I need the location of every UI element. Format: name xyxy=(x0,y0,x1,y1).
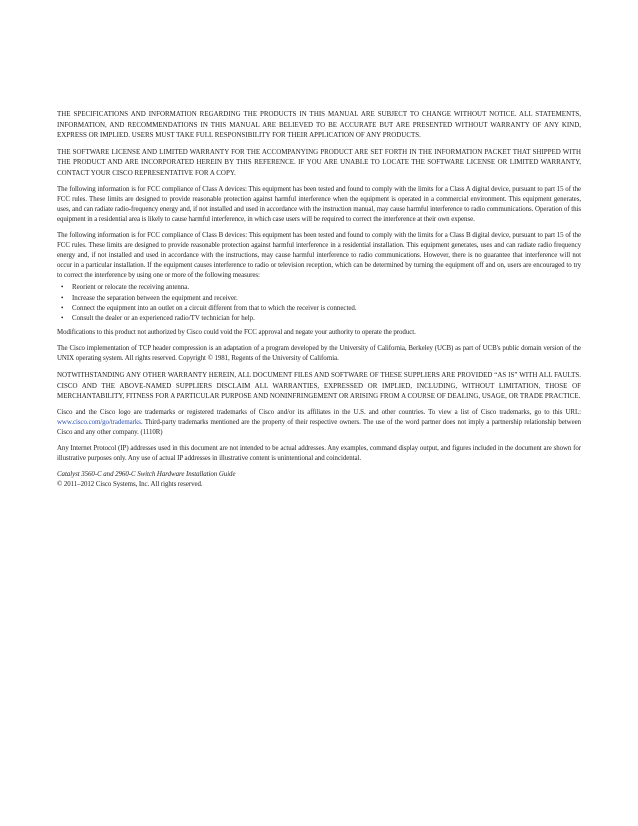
fcc-class-b-notice: The following information is for FCC compliance of Class B devices: This equipment has been tested and found to comply with the limits for a Class B digital device, pursuant to part 15 of the FCC rules. These limits are designed to provide reasonable protection against harmful interference in a residential installation. This equipment generates, uses and can radiate radio frequency energy and, if not installed and used in accordance with the instructions, may cause harmful interference to radio communications. However, there is no guarantee that interference will not occur in a particular installation. If the equipment causes interference to radio or television reception, which can be determined by turning the equipment off and on, users are encouraged to try to correct the interference by using one or more of the following measures: xyxy=(57,231,581,280)
list-item: • Consult the dealer or an experienced radio/TV technician for help. xyxy=(59,314,581,324)
trademarks-link[interactable]: www.cisco.com/go/trademarks xyxy=(57,418,141,426)
warranty-disclaimer: NOTWITHSTANDING ANY OTHER WARRANTY HEREIN, ALL DOCUMENT FILES AND SOFTWARE OF THESE SUPPLIERS ARE PROVIDED “AS IS” WITH ALL FAULTS. CISCO AND THE ABOVE-NAMED SUPPLIERS DISCLAIM ALL WARRANTIES, EXPRESSED OR IMPLIED, INCLUDING, WITHOUT LIMITATION, THOSE OF MERCHANTABILITY, FITNESS FOR A PARTICULAR PURPOSE AND NONINFRINGEMENT OR ARISING FROM A COURSE OF DEALING, USAGE, OR TRADE PRACTICE. xyxy=(57,371,581,401)
copyright-notice: © 2011–2012 Cisco Systems, Inc. All rights reserved. xyxy=(57,481,203,489)
list-item: • Connect the equipment into an outlet on a circuit different from that to which the receiver is connected. xyxy=(59,304,581,314)
trademarks-text-end: . Third-party trademarks mentioned are the property of their respective owners. The use of the word partner does not imply a partnership relationship between Cisco and any other company. (1110R) xyxy=(57,418,581,437)
ip-addresses-notice: Any Internet Protocol (IP) addresses used in this document are not intended to be actual addresses. Any examples, command display output, and figures included in the document are shown for illustrative purposes only. Any use of actual IP addresses in illustrative content is unintentional and coincidental. xyxy=(57,445,581,463)
software-license-notice: THE SOFTWARE LICENSE AND LIMITED WARRANTY FOR THE ACCOMPANYING PRODUCT ARE SET FORTH IN THE INFORMATION PACKET THAT SHIPPED WITH THE PRODUCT AND ARE INCORPORATED HEREIN BY THIS REFERENCE. IF YOU ARE UNABLE TO LOCATE THE SOFTWARE LICENSE OR LIMITED WARRANTY, CONTACT YOUR CISCO REPRESENTATIVE FOR A COPY. xyxy=(57,147,581,177)
guide-title: Catalyst 3560-C and 2960-C Switch Hardware Installation Guide xyxy=(57,471,236,479)
specifications-disclaimer: THE SPECIFICATIONS AND INFORMATION REGARDING THE PRODUCTS IN THIS MANUAL ARE SUBJECT TO CHANGE WITHOUT NOTICE. ALL STATEMENTS, INFORMATION, AND RECOMMENDATIONS IN THIS MANUAL ARE BELIEVED TO BE ACCURATE BUT ARE PRESENTED WITHOUT WARRANTY OF ANY KIND, EXPRESS OR IMPLIED. USERS MUST TAKE FULL RESPONSIBILITY FOR THEIR APPLICATION OF ANY PRODUCTS. xyxy=(57,110,581,140)
list-item: • Reorient or relocate the receiving antenna. xyxy=(59,283,581,293)
tcp-compression-notice: The Cisco implementation of TCP header compression is an adaptation of a program developed by the University of California, Berkeley (UCB) as part of UCB's public domain version of the UNIX operating system. All rights reserved. Copyright © 1981, Regents of the University of California. xyxy=(57,344,581,362)
interference-measures-list xyxy=(57,283,581,323)
legal-notice-page xyxy=(57,109,581,497)
trademarks-text-start: Cisco and the Cisco logo are trademarks or registered trademarks of Cisco and/or its affiliates in the U.S. and other countries. To view a list of Cisco trademarks, go to this URL: xyxy=(57,408,581,416)
fcc-class-a-notice: The following information is for FCC compliance of Class A devices: This equipment has been tested and found to comply with the limits for a Class A digital device, pursuant to part 15 of the FCC rules. These limits are designed to provide reasonable protection against harmful interference when the equipment is operated in a commercial environment. This equipment generates, uses, and can radiate radio-frequency energy and, if not installed and used in accordance with the instruction manual, may cause harmful interference to radio communications. Operation of this equipment in a residential area is likely to cause harmful interference, in which case users will be required to correct the interference at their own expense. xyxy=(57,185,581,223)
trademarks-notice xyxy=(57,408,581,438)
modifications-notice: Modifications to this product not authorized by Cisco could void the FCC approval and negate your authority to operate the product. xyxy=(57,328,416,336)
list-item: • Increase the separation between the equipment and receiver. xyxy=(59,294,581,304)
